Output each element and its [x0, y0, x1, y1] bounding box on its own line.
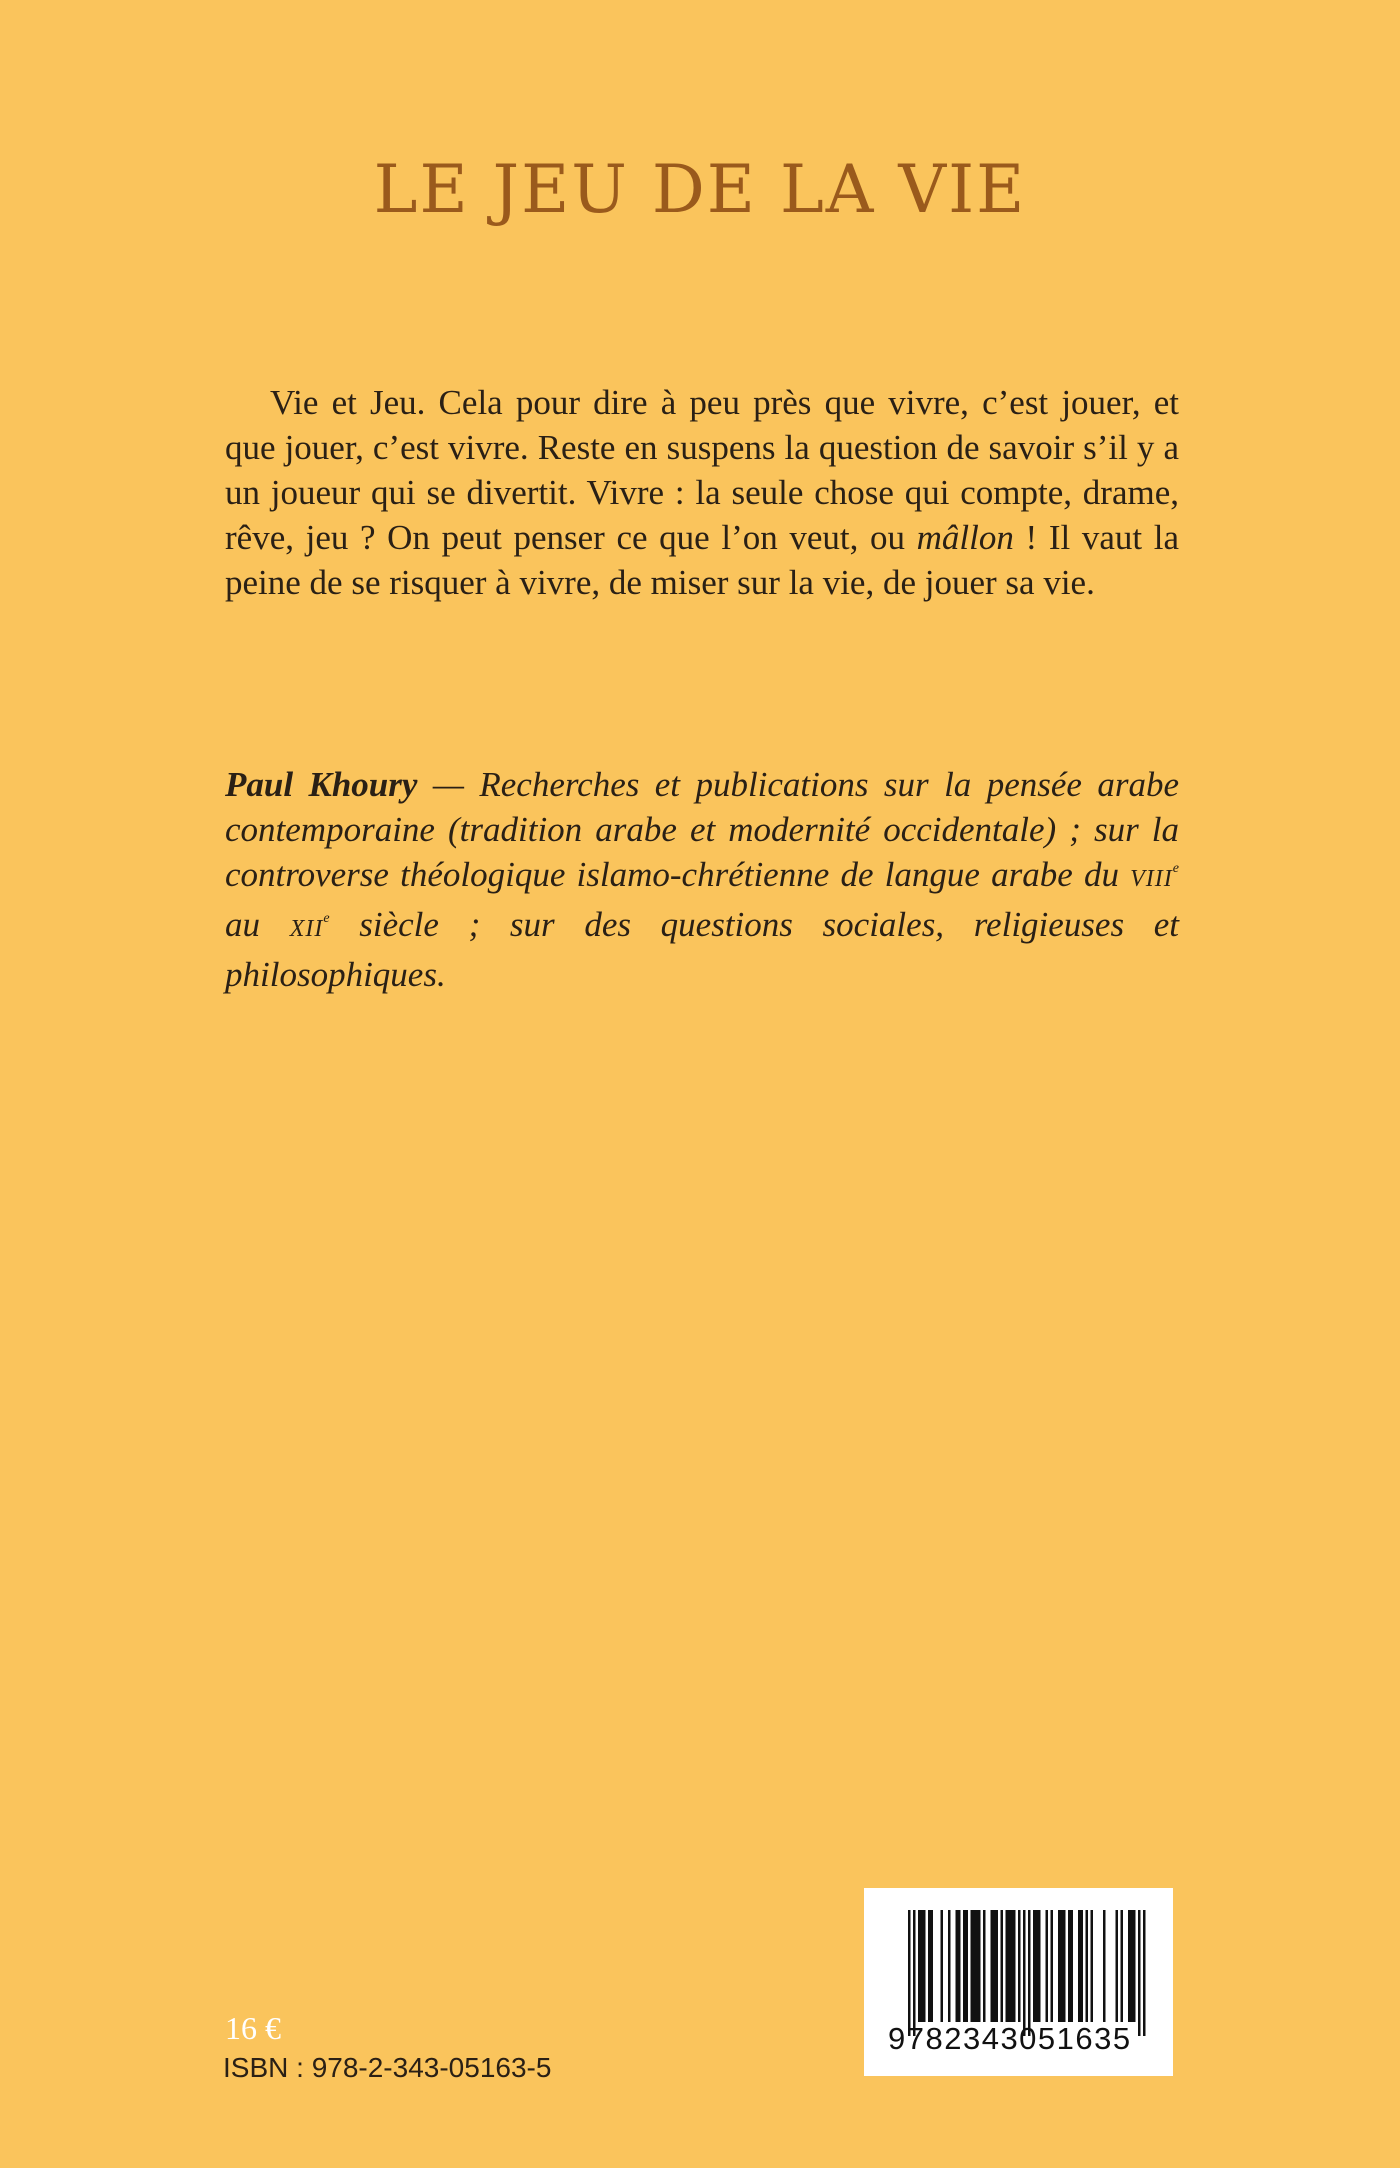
barcode-bar — [1133, 1910, 1136, 2022]
blurb-emphasis: mâllon — [916, 518, 1014, 557]
barcode-bar — [958, 1910, 961, 2022]
barcode — [864, 1888, 1173, 2076]
bio-text-2: au — [225, 905, 290, 944]
century-sup-1: e — [1172, 861, 1179, 876]
barcode-bar — [1058, 1910, 1061, 2022]
barcode-bar — [1011, 1910, 1014, 2022]
barcode-bar — [1046, 1910, 1049, 2022]
barcode-bar — [963, 1910, 966, 2022]
book-title: LE JEU DE LA VIE — [373, 151, 1027, 228]
barcode-bar — [993, 1910, 996, 2022]
barcode-bar — [941, 1910, 944, 2022]
barcode-bar — [918, 1910, 921, 2022]
barcode-bar — [1023, 1910, 1026, 2036]
barcode-bar — [931, 1910, 934, 2022]
barcode-bar — [1103, 1910, 1106, 2022]
barcode-bar — [1061, 1910, 1064, 2022]
barcode-digits: 9782343051635 — [888, 2021, 1132, 2056]
century-viii: VIII — [1130, 866, 1173, 892]
barcode-bar — [1036, 1910, 1039, 2022]
barcode-bar — [1006, 1910, 1009, 2022]
barcode-bar — [923, 1910, 926, 2022]
barcode-bar — [1121, 1910, 1124, 2022]
barcode-bar — [966, 1910, 969, 2022]
barcode-bar — [1001, 1910, 1004, 2022]
century-xii: XII — [289, 916, 324, 942]
barcode-bar — [913, 1910, 916, 2036]
barcode-bar — [976, 1910, 979, 2022]
barcode-bar — [1033, 1910, 1036, 2022]
author-bio — [225, 762, 1179, 997]
back-cover-blurb — [225, 380, 1179, 605]
bio-text-3: siècle ; sur des questions sociales, religieuses et philosophiques. — [225, 905, 1180, 994]
bio-text-1: — Recherches et publications sur la pensée arabe contemporaine (tradition arabe et modernité occidentale) ; sur la controverse théologique islamo-chrétienne de langue arabe du — [225, 765, 1179, 894]
barcode-bar — [971, 1910, 974, 2022]
barcode-bar — [1013, 1910, 1016, 2022]
barcode-bar — [956, 1910, 959, 2022]
barcode-bar — [1143, 1910, 1146, 2036]
barcode-bar — [978, 1910, 981, 2022]
barcode-bar — [1091, 1910, 1094, 2022]
barcode-bar — [1063, 1910, 1066, 2022]
barcode-bar — [973, 1910, 976, 2022]
isbn-label: ISBN : 978-2-343-05163-5 — [223, 2052, 552, 2083]
barcode-bar — [983, 1910, 986, 2022]
barcode-bar — [1116, 1910, 1119, 2022]
barcode-bar — [948, 1910, 951, 2022]
barcode-bar — [1071, 1910, 1074, 2022]
barcode-bar — [1081, 1910, 1084, 2022]
barcode-bar — [1028, 1910, 1031, 2036]
barcode-bar — [1018, 1910, 1021, 2022]
barcode-bar — [996, 1910, 999, 2022]
barcode-bar — [1131, 1910, 1134, 2022]
barcode-bar — [1051, 1910, 1054, 2022]
barcode-bar — [1086, 1910, 1089, 2022]
barcode-bar — [928, 1910, 931, 2022]
barcode-bar — [1078, 1910, 1081, 2022]
barcode-bar — [1128, 1910, 1131, 2022]
barcode-bar — [908, 1910, 911, 2036]
barcode-bar — [1138, 1910, 1141, 2036]
century-sup-2: e — [323, 911, 330, 926]
barcode-bar — [1038, 1910, 1041, 2022]
author-name: Paul Khoury — [225, 765, 418, 804]
blurb-text-2: ! Il vaut la peine de se risquer à vivre, de miser sur la vie, de jouer sa vie. — [225, 518, 1179, 602]
price-label: 16 € — [225, 2010, 281, 2046]
barcode-bar — [1008, 1910, 1011, 2022]
blurb-text-1: Vie et Jeu. Cela pour dire à peu près que vivre, c’est jouer, et que jouer, c’est vivre. Reste en suspens la question de savoir s’il y a un joueur qui se divertit. Vivre : la seule chose qui compte, drame, rêve, jeu ? On peut penser ce que l’on veut, ou — [225, 383, 1179, 557]
barcode-bar — [1068, 1910, 1071, 2022]
barcode-bar — [921, 1910, 924, 2022]
barcode-bar — [991, 1910, 994, 2022]
